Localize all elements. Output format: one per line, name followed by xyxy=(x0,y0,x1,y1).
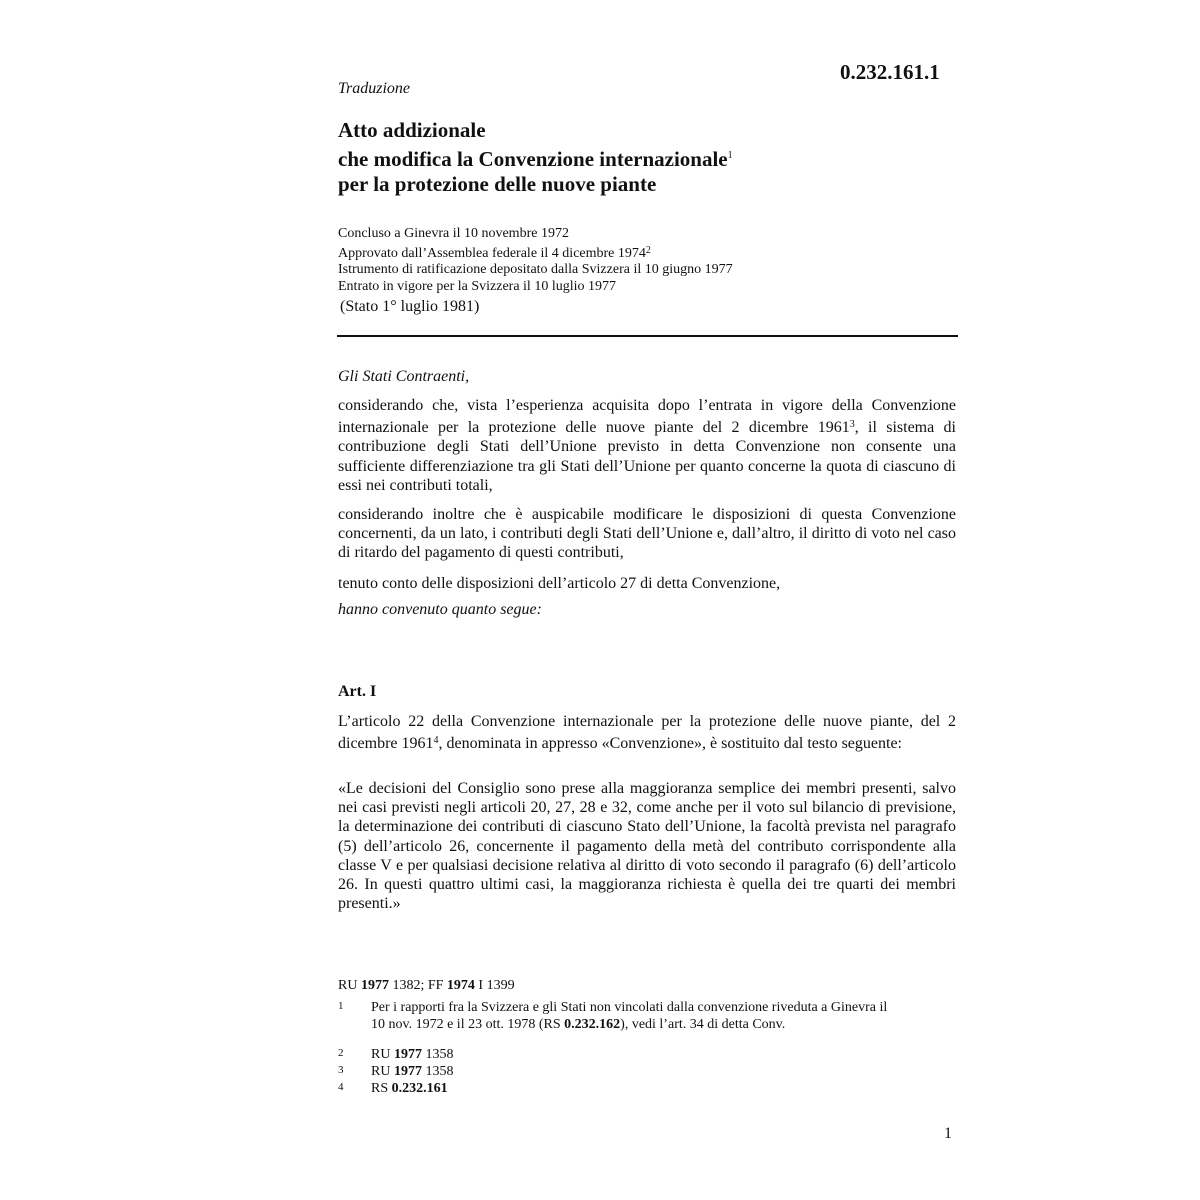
preamble-paragraph-3: tenuto conto delle disposizioni dell’articolo 27 di detta Convenzione, xyxy=(338,575,781,592)
preamble-paragraph-1-text-a: considerando che, vista l’esperienza acquisita dopo l’entrata in vigore della Convenzione internazionale per la protezione delle nuove piante del 2 dicembre 1961 xyxy=(338,397,956,437)
footnote-2 xyxy=(338,1047,898,1064)
preamble-conclusion: hanno convenuto quanto segue: xyxy=(338,601,542,618)
article-1-paragraph-2: «Le decisioni del Consiglio sono prese alla maggioranza semplice dei membri presenti, salvo nei casi previsti negli articoli 20, 27, 28 e 32, come anche per il voto sul bilancio di previsione, la determinazione dei contributi di ciascuno Stato dell’Unione, la facoltà prevista nel paragrafo (5) dell’articolo 26, concernente il pagamento della metà del contributo corrispondente alla classe V e per qualsiasi decisione relativa al diritto di voto secondo il paragrafo (6) dell’articolo 26. In questi quattro ultimi casi, la maggioranza richiesta è quella dei tre quarti dei membri presenti.» xyxy=(338,780,956,913)
article-1-paragraph-1 xyxy=(338,712,956,753)
footnote-ref-3[interactable]: 3 xyxy=(849,419,855,431)
footnote-text-b: 1358 xyxy=(421,1047,454,1062)
footnote-text xyxy=(371,1064,898,1081)
footnote-text-a: RS xyxy=(371,1081,392,1096)
footnote-link[interactable]: 1977 xyxy=(393,1047,422,1062)
footnote-link[interactable]: 0.232.162 xyxy=(564,1016,621,1032)
footnote-ref-2[interactable]: 2 xyxy=(645,244,651,256)
concluded-date: Concluso a Ginevra il 10 novembre 1972 xyxy=(338,226,569,241)
footnote-3 xyxy=(338,1064,898,1081)
sr-number: 0.232.161.1 xyxy=(840,60,940,84)
footnote-number: 2 xyxy=(338,1047,344,1059)
footnote-link[interactable]: 0.232.161 xyxy=(391,1081,448,1096)
horizontal-rule xyxy=(337,335,958,337)
document-metadata xyxy=(338,226,733,295)
source-ru: RU xyxy=(338,978,361,993)
document-title xyxy=(338,118,733,197)
preamble-paragraph-1 xyxy=(338,396,956,495)
title-line-2-text: che modifica la Convenzione internazionale xyxy=(338,147,728,171)
page-number: 1 xyxy=(944,1125,952,1142)
footnote-text-b: ), vedi l’art. 34 di detta Conv. xyxy=(620,1016,786,1032)
approved-date-text: Approvato dall’Assemblea federale il 4 dicembre 1974 xyxy=(338,245,646,261)
footnote-text xyxy=(371,1081,898,1098)
footnote-4 xyxy=(338,1081,898,1098)
translation-label: Traduzione xyxy=(338,80,411,97)
source-ru-year: 1977 xyxy=(360,978,389,993)
preamble-paragraph-1-text-b: , il sistema di contribuzione degli Stati dell’Unione previsto in detta Convenzione non consente una sufficiente differenziazione tra gli Stati dell’Unione per quanto concerne la quota di ciascuno di essi nei contributi totali, xyxy=(338,419,956,494)
footnote-number: 3 xyxy=(338,1064,344,1076)
status-date: (Stato 1° luglio 1981) xyxy=(340,298,480,315)
footnote-number: 1 xyxy=(338,1000,344,1012)
article-1-heading: Art. I xyxy=(338,683,377,700)
footnote-text-b: 1358 xyxy=(421,1064,454,1079)
preamble-intro: Gli Stati Contraenti, xyxy=(338,368,470,385)
in-force-date: Entrato in vigore per la Svizzera il 10 luglio 1977 xyxy=(338,278,616,294)
footnote-link[interactable]: 1977 xyxy=(393,1064,422,1079)
title-line-2 xyxy=(338,143,733,172)
source-ff-year: 1974 xyxy=(446,978,475,993)
footnote-text-a: RU xyxy=(371,1064,394,1079)
source-ff-rest: I 1399 xyxy=(474,978,515,993)
ratification-date: Istrumento di ratificazione depositato dalla Svizzera il 10 giugno 1977 xyxy=(338,262,733,277)
title-line-3: per la protezione delle nuove piante xyxy=(338,172,657,196)
footnote-text xyxy=(371,1000,898,1033)
source-ru-page: 1382; FF xyxy=(388,978,447,993)
title-line-1: Atto addizionale xyxy=(338,118,486,142)
footnote-text-a: RU xyxy=(371,1047,394,1062)
footnote-text xyxy=(371,1047,898,1064)
footnote-1 xyxy=(338,1000,898,1033)
footnote-ref-4[interactable]: 4 xyxy=(433,735,439,747)
source-reference xyxy=(338,978,515,994)
preamble-paragraph-2: considerando inoltre che è auspicabile modificare le disposizioni di questa Convenzione concernenti, da un lato, i contributi degli Stati dell’Unione e, dall’altro, il diritto di voto nel caso di ritardo del pagamento di questi contributi, xyxy=(338,506,956,562)
footnote-text-a: Per i rapporti fra la Svizzera e gli Stati non vincolati dalla convenzione riveduta a Ginevra il 10 nov. 1972 e il 23 ott. 1978 (RS xyxy=(371,1000,888,1032)
footnote-number: 4 xyxy=(338,1081,344,1093)
article-1-paragraph-1-text-a: L’articolo 22 della Convenzione internazionale per la protezione delle nuove piante, del 2 dicembre 1961 xyxy=(338,713,956,753)
approved-date xyxy=(338,243,733,263)
article-1-paragraph-1-text-b: , denominata in appresso «Convenzione», è sostituito dal testo seguente: xyxy=(438,735,902,753)
footnote-ref-1[interactable]: 1 xyxy=(727,150,733,161)
